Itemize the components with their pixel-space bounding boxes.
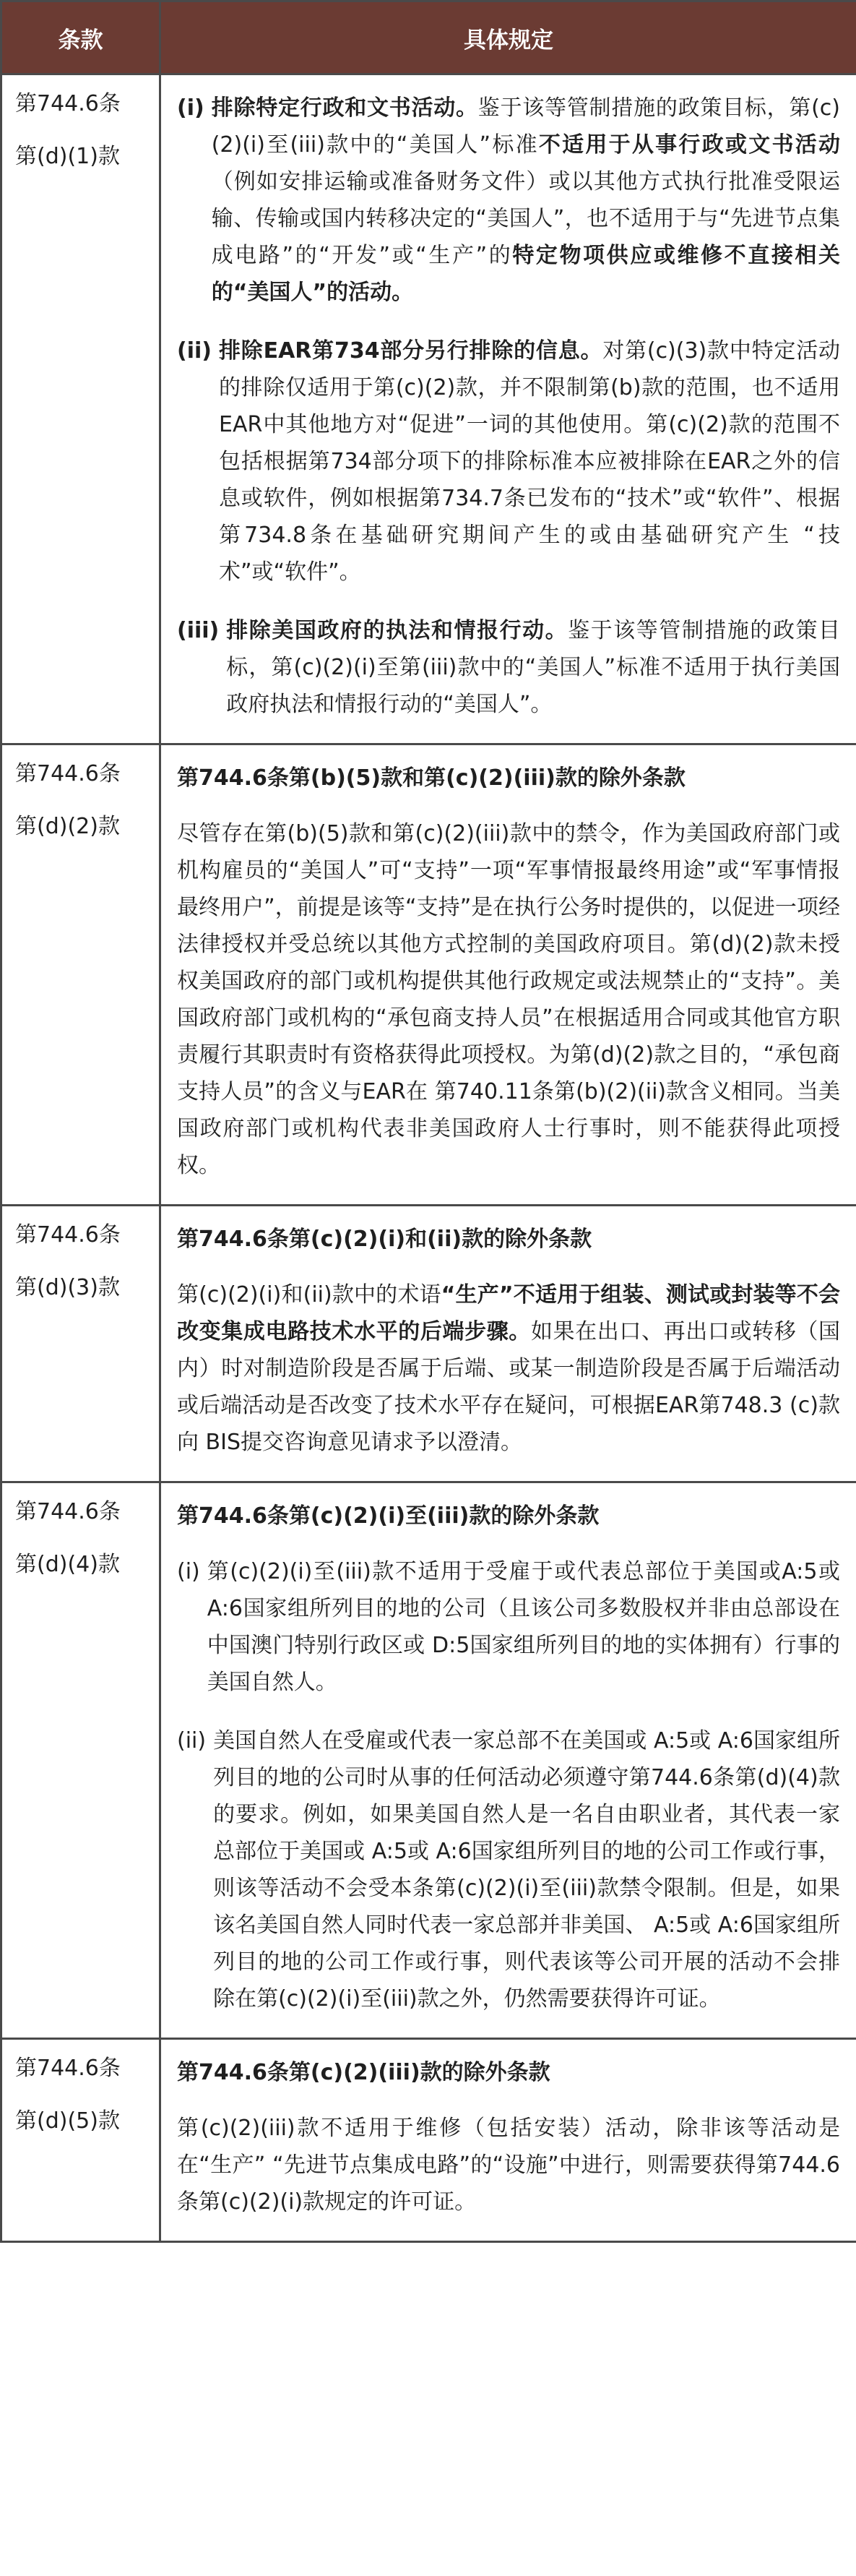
provision-cell: [160, 2039, 856, 2242]
clause-article: 第744.6条: [15, 1499, 121, 1524]
provision-cell: [160, 74, 856, 744]
list-item: [177, 612, 840, 723]
item-heading: 排除EAR第734部分另行排除的信息。: [219, 338, 603, 364]
clause-paragraph: 第(d)(4)款: [15, 1552, 120, 1577]
clause-cell: [1, 1482, 160, 2039]
section-title: 第744.6条第(c)(2)(i)至(iii)款的除外条款: [177, 1503, 600, 1529]
provision-cell: [160, 1482, 856, 2039]
provision-cell: [160, 744, 856, 1206]
item-emphasis: 特定物项供应或维修不直接相关的“美国人”的活动。: [211, 243, 841, 305]
clause-article: 第744.6条: [15, 1222, 121, 1248]
item-number: (ii): [177, 1728, 207, 1753]
section-title: 第744.6条第(b)(5)款和第(c)(2)(iii)款的除外条款: [177, 765, 686, 791]
item-body: （例如安排运输或准备财务文件）或以其他方式执行批准受限运输、传输或国内转移决定的“美国人”，也不适用于与“先进节点集成电路”的“开发”或“生产”的: [211, 169, 840, 268]
clause-paragraph: 第(d)(1)款: [15, 144, 120, 169]
provision-cell: [160, 1206, 856, 1482]
table-header-row: [1, 1, 856, 74]
section-title: 第744.6条第(c)(2)(iii)款的除外条款: [177, 2060, 550, 2085]
section-paragraph: 第(c)(2)(iii)款不适用于维修（包括安装）活动，除非该等活动是在“生产” “先进节点集成电路”的“设施”中进行，则需要获得第744.6条第(c)(2)(i)款规定的许可证。: [177, 2116, 840, 2215]
item-text: [226, 612, 840, 723]
clause-paragraph: 第(d)(2)款: [15, 814, 120, 839]
section-title: 第744.6条第(c)(2)(i)和(ii)款的除外条款: [177, 1227, 592, 1252]
clause-article: 第744.6条: [15, 761, 121, 786]
list-item: [177, 90, 840, 311]
item-number: (i): [177, 95, 204, 121]
paragraph-emphasis: “生产”不适用于组装、测试或封装等不会改变集成电路技术水平的后端步骤。: [177, 1282, 841, 1344]
item-text: [212, 90, 840, 311]
clause-cell: [1, 2039, 160, 2242]
header-clause: 条款: [1, 1, 160, 74]
item-number: (i): [177, 1559, 200, 1584]
item-emphasis: 不适用于从事行政或文书活动: [538, 132, 840, 158]
clause-paragraph: 第(d)(5)款: [15, 2108, 120, 2134]
item-heading: 排除美国政府的执法和情报行动。: [226, 618, 568, 643]
table-row: [1, 1482, 856, 2039]
item-text: 美国自然人在受雇或代表一家总部不在美国或 A:5或 A:6国家组所列目的地的公司时从事的任何活动必须遵守第744.6条第(d)(4)款的要求。例如，如果美国自然人是一名自由职业者，其代表一家总部位于美国或 A:5或 A:6国家组所列目的地的公司工作或行事，则该等活动不会受本条第(c)(2)(i)至(iii)款禁令限制。但是，如果该名美国自然人同时代表一家总部并非美国、 A:5或 A:6国家组所列目的地的公司工作或行事，则代表该等公司开展的活动不会排除在第(c)(2)(i)至(iii)款之外，仍然需要获得许可证。: [213, 1728, 840, 2012]
paragraph-text: 第(c)(2)(i)和(ii)款中的术语: [177, 1282, 441, 1308]
item-text: 第(c)(2)(i)至(iii)款不适用于受雇于或代表总部位于美国或A:5或A:6国家组所列目的地的公司（且该公司多数股权并非由总部设在中国澳门特别行政区或 D:5国家组所列目的地的实体拥有）行事的美国自然人。: [207, 1559, 840, 1695]
list-item: [177, 1553, 840, 1701]
clause-cell: [1, 1206, 160, 1482]
item-heading: 排除特定行政和文书活动。: [211, 95, 478, 121]
item-body: 鉴于该等管制措施的政策目标，第(c)(2)(i)至第(iii)款中的“美国人”标准不适用于执行美国政府执法和情报行动的“美国人”。: [226, 618, 841, 717]
item-number: (iii): [177, 618, 220, 643]
table-row: [1, 1206, 856, 1482]
header-provision: 具体规定: [160, 1, 856, 74]
section-paragraph: 尽管存在第(b)(5)款和第(c)(2)(iii)款中的禁令，作为美国政府部门或机构雇员的“美国人”可“支持”一项“军事情报最终用途”或“军事情报最终用户”，前提是该等“支持”是在执行公务时提供的，以促进一项经法律授权并受总统以其他方式控制的美国政府项目。第(d)(2)款未授权美国政府的部门或机构提供其他行政规定或法规禁止的“支持”。美国政府部门或机构的“承包商支持人员”在根据适用合同或其他官方职责履行其职责时有资格获得此项授权。为第(d)(2)款之目的，“承包商支持人员”的含义与EAR在 第740.11条第(b)(2)(ii)款含义相同。当美国政府部门或机构代表非美国政府人士行事时，则不能获得此项授权。: [177, 821, 840, 1178]
table-row: [1, 744, 856, 1206]
table-row: [1, 2039, 856, 2242]
clause-article: 第744.6条: [15, 91, 121, 116]
clause-article: 第744.6条: [15, 2056, 121, 2081]
clause-cell: [1, 74, 160, 744]
item-text: [219, 332, 840, 591]
list-item: [177, 1722, 840, 2017]
table-row: [1, 74, 856, 744]
clause-cell: [1, 744, 160, 1206]
paragraph-text: 如果在出口、再出口或转移（国内）时对制造阶段是否属于后端、或某一制造阶段是否属于后端活动或后端活动是否改变了技术水平存在疑问，可根据EAR第748.3 (c)款向 BIS提交咨询意见请求予以澄清。: [177, 1319, 841, 1455]
item-body: 鉴于该等管制措施的政策目标，第(c)(2)(i)至(iii)款中的“美国人”标准: [211, 95, 841, 158]
clause-paragraph: 第(d)(3)款: [15, 1275, 120, 1300]
item-number: (ii): [177, 338, 212, 364]
item-body: 对第(c)(3)款中特定活动的排除仅适用于第(c)(2)款，并不限制第(b)款的范围，也不适用EAR中其他地方对“促进”一词的其他使用。第(c)(2)款的范围不包括根据第734部分项下的排除标准本应被排除在EAR之外的信息或软件，例如根据第734.7条已发布的“技术”或“软件”、根据第734.8条在基础研究期间产生的或由基础研究产生 “技术”或“软件”。: [219, 338, 840, 585]
section-paragraph: [177, 1276, 840, 1461]
list-item: [177, 332, 840, 591]
